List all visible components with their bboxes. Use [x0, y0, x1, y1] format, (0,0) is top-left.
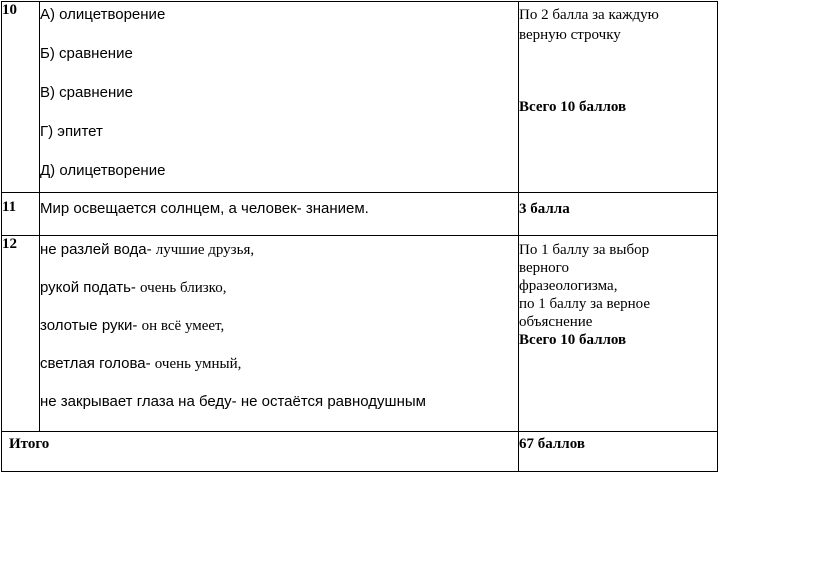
idiom-term: не закрывает глаза на беду-	[40, 393, 241, 410]
points-line: По 1 баллу за выбор	[519, 242, 650, 258]
total-row	[2, 432, 718, 472]
idiom-line	[40, 241, 518, 259]
task-number: 12	[2, 236, 40, 432]
idiom-line	[40, 279, 518, 297]
points-total: 3 балла	[519, 201, 570, 217]
table-row	[2, 236, 718, 432]
idiom-meaning: не остаётся равнодушным	[240, 393, 426, 410]
idiom-meaning: очень близко,	[140, 280, 227, 296]
answer-cell	[40, 2, 519, 193]
points-line: верную строчку	[519, 27, 621, 43]
idiom-term: рукой подать-	[40, 279, 141, 296]
table-row	[2, 193, 718, 236]
answer-line: Д) олицетворение	[40, 162, 166, 179]
idiom-meaning: он всё умеет,	[141, 318, 225, 334]
answer-line: А) олицетворение	[40, 6, 166, 23]
grading-table	[1, 1, 718, 472]
answer-cell	[40, 193, 519, 236]
answer-line: Мир освещается солнцем, а человек- знанием.	[40, 200, 369, 217]
total-points: 67 баллов	[519, 436, 585, 452]
idiom-line	[40, 355, 518, 373]
points-line: объяснение	[519, 314, 593, 330]
points-cell	[519, 236, 718, 432]
points-total: Всего 10 баллов	[519, 332, 627, 348]
answer-line: В) сравнение	[40, 84, 133, 101]
task-number: 10	[2, 2, 40, 193]
points-line: верного	[519, 260, 569, 276]
points-line: фразеологизма,	[519, 278, 618, 294]
idiom-term: золотые руки-	[40, 317, 142, 334]
answer-line: Г) эпитет	[40, 123, 103, 140]
total-label: Итого	[2, 432, 519, 472]
points-cell	[519, 193, 718, 236]
points-line: По 2 балла за каждую	[519, 7, 659, 23]
points-cell	[519, 2, 718, 193]
points-total: Всего 10 баллов	[519, 99, 627, 115]
answer-line: Б) сравнение	[40, 45, 133, 62]
total-points-cell	[519, 432, 718, 472]
points-line: по 1 баллу за верное	[519, 296, 651, 312]
idiom-line	[40, 393, 518, 411]
idiom-term: светлая голова-	[40, 355, 155, 372]
idiom-term: не разлей вода-	[40, 241, 156, 258]
answer-cell	[40, 236, 519, 432]
idiom-line	[40, 317, 518, 335]
idiom-meaning: лучшие друзья,	[155, 242, 255, 258]
idiom-meaning: очень умный,	[154, 356, 242, 372]
table-row	[2, 2, 718, 193]
task-number: 11	[2, 193, 40, 236]
